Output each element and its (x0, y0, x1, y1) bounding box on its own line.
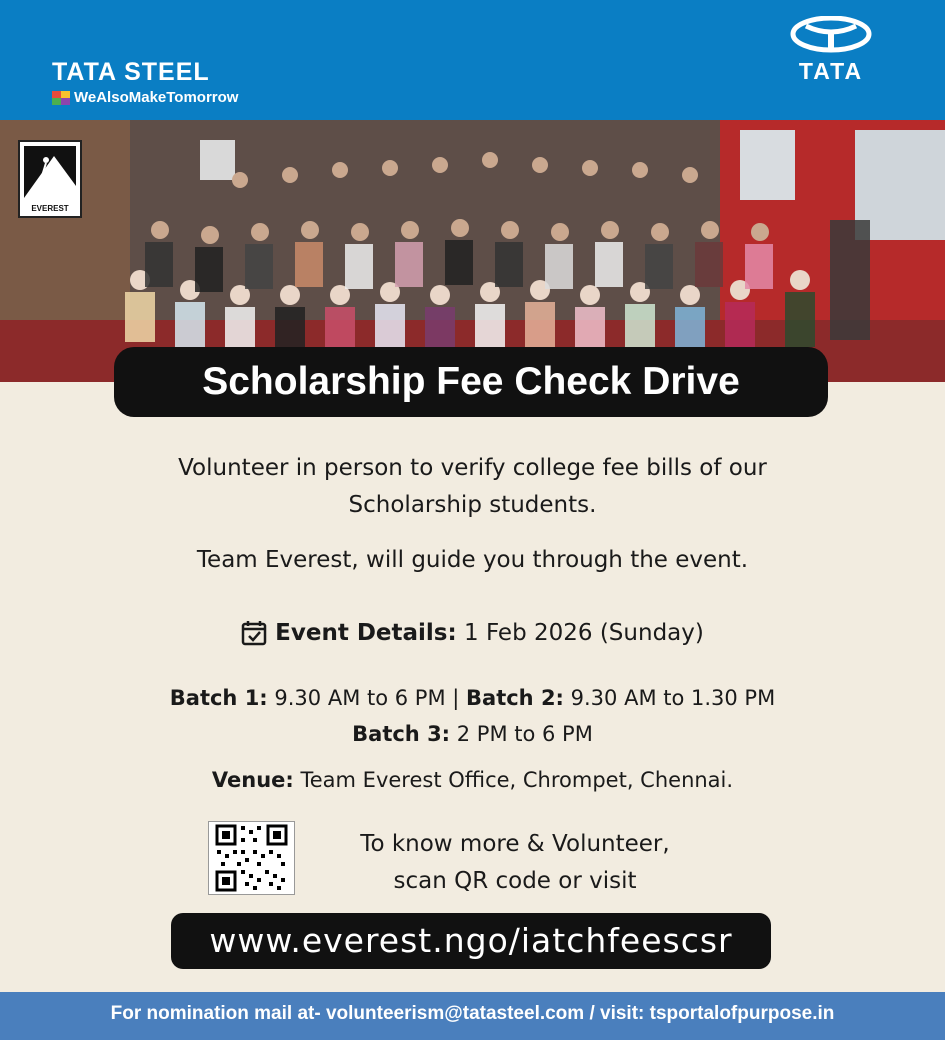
group-photo-illustration (0, 120, 945, 382)
event-details-label: Event Details: (275, 620, 457, 646)
qr-instructions (310, 826, 720, 900)
batch-schedule (0, 680, 945, 752)
qr-code[interactable] (208, 821, 295, 895)
batch-3-label: Batch 3: (352, 722, 451, 746)
intro-line-1: Volunteer in person to verify college fee bills of our (178, 455, 767, 481)
tata-logo-text: TATA (798, 58, 864, 84)
group-photo (0, 120, 945, 382)
everest-logo-label: EVEREST (31, 204, 69, 213)
intro-text (0, 450, 945, 524)
qr-line-2: scan QR code or visit (393, 868, 637, 894)
batch-3-time: 2 PM to 6 PM (456, 722, 593, 746)
batch-2-time: 9.30 AM to 1.30 PM (570, 686, 776, 710)
event-date: 1 Feb 2026 (Sunday) (464, 620, 704, 646)
climber-icon (24, 146, 76, 198)
event-details (0, 620, 945, 646)
footer-nomination[interactable]: For nomination mail at- volunteerism@tatasteel.com / visit: tsportalofpurpose.in (0, 992, 945, 1040)
batch-2-label: Batch 2: (466, 686, 564, 710)
venue-label: Venue: (211, 768, 294, 792)
venue-address: Team Everest Office, Chrompet, Chennai. (300, 768, 734, 792)
qr-code-icon (209, 822, 294, 894)
batch-1-time: 9.30 AM to 6 PM (274, 686, 446, 710)
tagline-text: WeAlsoMakeTomorrow (74, 89, 239, 106)
everest-logo (18, 140, 82, 218)
qr-line-1: To know more & Volunteer, (360, 831, 670, 857)
calendar-check-icon (241, 620, 267, 646)
event-title: Scholarship Fee Check Drive (114, 347, 828, 417)
batch-separator: | (452, 686, 460, 710)
tata-steel-brand: TATA STEEL (52, 58, 210, 86)
colorful-hash-icon (52, 91, 70, 105)
venue (0, 768, 945, 792)
tagline (52, 89, 238, 106)
event-url-link[interactable]: www.everest.ngo/iatchfeescsr (171, 913, 771, 969)
intro-line-2: Scholarship students. (348, 492, 597, 518)
header-banner (0, 0, 945, 120)
batch-1-label: Batch 1: (169, 686, 268, 710)
guide-text: Team Everest, will guide you through the event. (196, 547, 749, 573)
